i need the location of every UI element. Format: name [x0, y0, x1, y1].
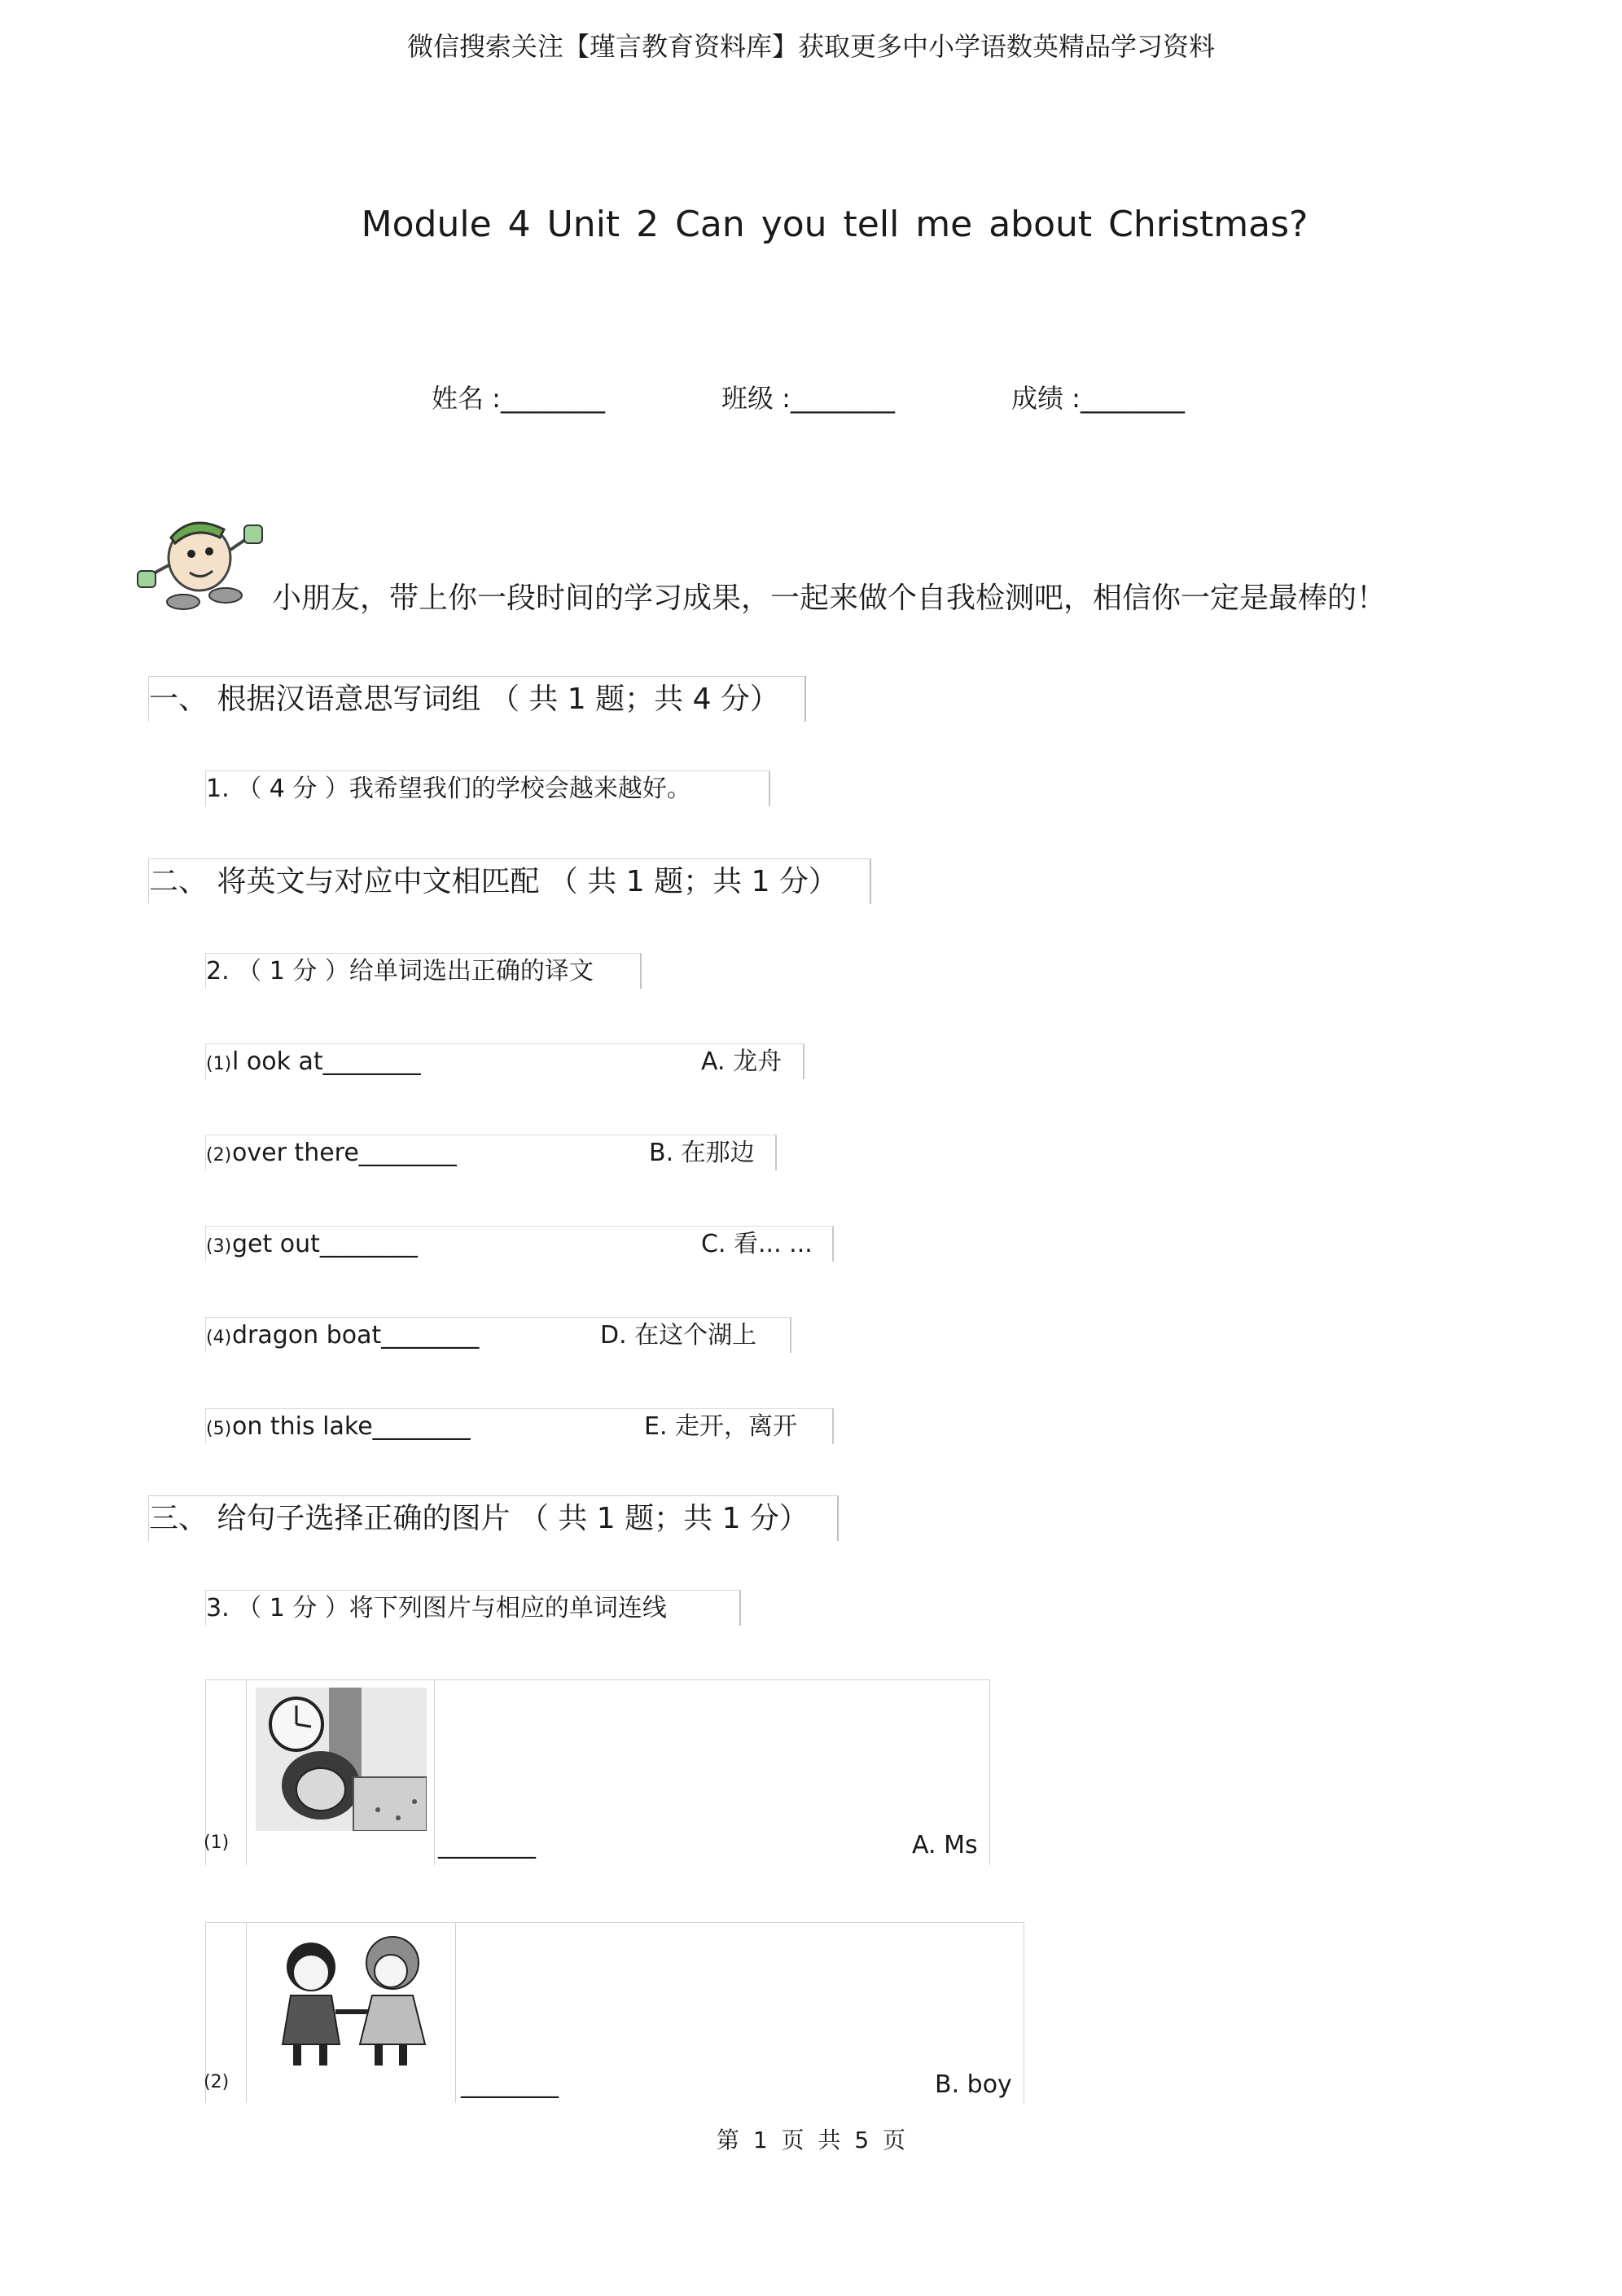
mascot-icon	[134, 501, 273, 615]
item-text: over there________	[232, 1139, 457, 1167]
item-option: B. 在那边	[649, 1139, 755, 1167]
match-item-4	[205, 1317, 791, 1353]
page-title: Module 4 Unit 2 Can you tell me about Christmas?	[361, 204, 1309, 245]
item-number: (1)	[206, 1054, 232, 1074]
picture-option-1: A. Ms	[912, 1831, 978, 1859]
match-item-1	[205, 1043, 804, 1079]
picture-option-2: B. boy	[935, 2070, 1012, 2099]
item-number: (2)	[206, 1145, 232, 1166]
picture-blank-1: ________	[438, 1831, 536, 1859]
item-option: C. 看... ...	[701, 1230, 813, 1258]
item-number: (5)	[206, 1419, 232, 1439]
score-field: 成绩 :________	[1011, 383, 1185, 414]
girl-waking-clock-icon	[256, 1688, 427, 1831]
picture-number-1: (1)	[204, 1833, 230, 1853]
two-girls-shaking-hands-icon	[254, 1930, 446, 2074]
item-text: get out________	[232, 1230, 418, 1258]
item-option: D. 在这个湖上	[600, 1321, 757, 1350]
item-text: on this lake________	[232, 1412, 471, 1441]
item-text: dragon boat________	[232, 1321, 480, 1350]
greeting-text: 小朋友，带上你一段时间的学习成果，一起来做个自我检测吧，相信你一定是最棒的！	[272, 582, 1387, 615]
question-2: 2. （ 1 分 ）给单词选出正确的译文	[205, 953, 642, 989]
picture-number-2: (2)	[204, 2072, 230, 2092]
question-3: 3. （ 1 分 ）将下列图片与相应的单词连线	[205, 1590, 741, 1626]
picture-blank-2: ________	[461, 2070, 559, 2099]
item-option: E. 走开，离开	[644, 1412, 798, 1441]
class-field: 班级 :________	[721, 383, 895, 414]
question-1: 1. （ 4 分 ）我希望我们的学校会越来越好。	[205, 770, 770, 806]
match-item-2	[205, 1135, 777, 1170]
item-number: (4)	[206, 1328, 232, 1348]
page-footer: 第 1 页 共 5 页	[716, 2127, 906, 2153]
name-field: 姓名 :________	[432, 383, 605, 414]
section-1-title: 一、 根据汉语意思写词组 （ 共 1 题；共 4 分）	[148, 676, 806, 722]
header-banner: 微信搜索关注【瑾言教育资料库】获取更多中小学语数英精品学习资料	[406, 31, 1215, 62]
match-item-3	[205, 1226, 834, 1262]
match-item-5	[205, 1408, 834, 1444]
item-text: l ook at________	[232, 1047, 421, 1076]
item-number: (3)	[206, 1236, 232, 1257]
section-3-title: 三、 给句子选择正确的图片 （ 共 1 题；共 1 分）	[148, 1495, 839, 1541]
item-option: A. 龙舟	[701, 1047, 783, 1076]
section-2-title: 二、 将英文与对应中文相匹配 （ 共 1 题；共 1 分）	[148, 858, 871, 904]
